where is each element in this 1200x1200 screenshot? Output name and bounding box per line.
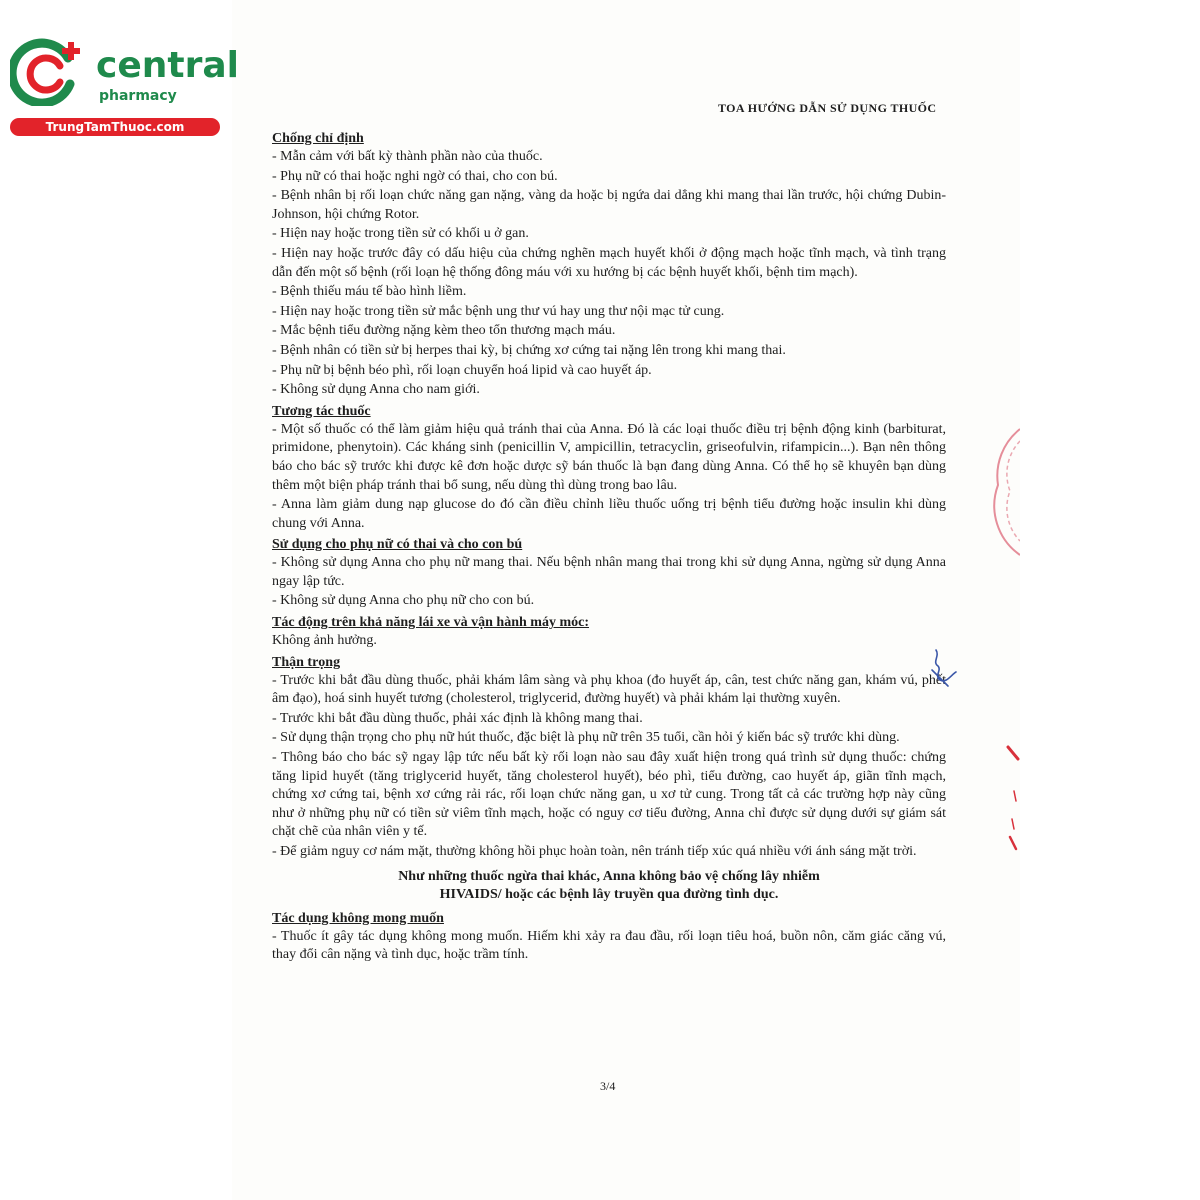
- paragraph: - Phụ nữ có thai hoặc nghi ngờ có thai, cho con bú.: [272, 168, 558, 184]
- paragraph: - Bệnh thiếu máu tế bào hình liềm.: [272, 284, 467, 300]
- section-heading: Sử dụng cho phụ nữ có thai và cho con bú: [272, 537, 523, 553]
- red-edge-marks-icon: [1004, 745, 1024, 855]
- paragraph: - Thông báo cho bác sỹ ngay lập tức nếu bất kỳ rối loạn nào sau đây xuất hiện trong quá trình sử dụng thuốc: chứng tăng lipid huyết (tăng triglycerid huyết, tăng cholesterol huyết), béo phì, tiểu đường, cao huyết áp, giãn tĩnh mạch, chứng xơ cứng tai, bệnh xơ cứng rải rác, rối loạn chức năng gan, u xơ tử cung. Trong tất cả các trường hợp này cũng như ở những phụ nữ có tiền sử viêm tĩnh mạch, hoặc có nguy cơ tiểu đường, Anna chỉ được sử dụng dưới sự giám sát chặt chẽ của nhân viên y tế.: [272, 750, 946, 840]
- handwritten-initials-icon: [922, 646, 962, 692]
- page-number: 3/4: [600, 1079, 616, 1093]
- section-drug-interactions: [272, 402, 946, 534]
- hiv-notice: [272, 868, 946, 905]
- section-contraindications: [272, 129, 946, 400]
- section-side-effects: [272, 909, 946, 965]
- brand-subtitle: pharmacy: [99, 88, 177, 104]
- paragraph: - Để giảm nguy cơ nám mặt, thường không hồi phục hoàn toàn, nên tránh tiếp xúc quá nhiều với ánh sáng mặt trời.: [272, 844, 917, 859]
- section-heading: Chống chỉ định: [272, 131, 364, 146]
- paragraph: - Sử dụng thận trọng cho phụ nữ hút thuốc, đặc biệt là phụ nữ trên 35 tuổi, cần hỏi ý kiến bác sỹ trước khi dùng.: [272, 730, 900, 746]
- section-heading: Thận trọng: [272, 654, 341, 670]
- paragraph: - Thuốc ít gây tác dụng không mong muốn. Hiếm khi xảy ra đau đầu, rối loạn tiêu hoá, buồn nôn, căm giác căng vú, thay đổi cân nặng và tình dục, hoặc trầm tính.: [272, 928, 946, 963]
- section-heading: Tác động trên khả năng lái xe và vận hành máy móc:: [272, 615, 589, 631]
- pharmacy-logo[interactable]: [10, 36, 239, 136]
- paragraph: - Hiện nay hoặc trong tiền sử có khối u ở gan.: [272, 226, 529, 242]
- paragraph: - Không sử dụng Anna cho phụ nữ cho con bú.: [272, 593, 535, 609]
- section-heading: Tương tác thuốc: [272, 403, 371, 419]
- paragraph: - Không sử dụng Anna cho phụ nữ mang thai. Nếu bệnh nhân mang thai trong khi sử dụng Anna, ngừng sử dụng Anna ngay lập tức.: [272, 555, 946, 589]
- red-stamp-partial-icon: [990, 425, 1020, 560]
- paragraph: - Phụ nữ bị bệnh béo phì, rối loạn chuyển hoá lipid và cao huyết áp.: [272, 362, 652, 378]
- brand-url[interactable]: TrungTamThuoc.com: [10, 118, 220, 136]
- pharmacy-cross-logo-icon: [10, 36, 90, 106]
- section-heading: Tác dụng không mong muốn: [272, 910, 444, 926]
- section-precautions: [272, 653, 946, 905]
- paragraph: - Anna làm giảm dung nạp glucose do đó cần điều chỉnh liều thuốc uống trị bệnh tiểu đường hoặc insulin khi dùng chung với Anna.: [272, 497, 946, 531]
- paragraph: - Trước khi bắt đầu dùng thuốc, phải xác định là không mang thai.: [272, 710, 643, 726]
- paragraph: - Trước khi bắt đầu dùng thuốc, phải khám lâm sàng và phụ khoa (đo huyết áp, cân, test chức năng gan, khám vú, phết âm đạo), hoá sinh huyết tương (cholesterol, triglycerid, đường huyết) và phải khám lại thường xuyên.: [272, 672, 946, 707]
- paragraph: - Bệnh nhân có tiền sử bị herpes thai kỳ, bị chứng xơ cứng tai nặng lên trong khi mang thai.: [272, 342, 786, 358]
- document-header: TOA HƯỚNG DẪN SỬ DỤNG THUỐC: [718, 101, 937, 115]
- paragraph: - Một số thuốc có thể làm giảm hiệu quả tránh thai của Anna. Đó là các loại thuốc điều trị bệnh động kinh (barbiturat, primidone, phenytoin). Các kháng sinh (penicillin V, ampicillin, tetracyclin, griseofulvin, rifampicin...). Bạn nên thông báo cho bác sỹ trước khi được kê đơn hoặc dược sỹ bán thuốc là bạn đang dùng Anna. Có thể họ sẽ khuyên bạn dùng thêm một biện pháp tránh thai bổ sung, nếu dùng thì dùng trong bao lâu.: [272, 421, 946, 493]
- paragraph: - Mắc bệnh tiểu đường nặng kèm theo tổn thương mạch máu.: [272, 323, 616, 339]
- section-driving: [272, 613, 946, 651]
- notice-line: Như những thuốc ngừa thai khác, Anna không bảo vệ chống lây nhiễm: [398, 868, 820, 884]
- paragraph: - Bệnh nhân bị rối loạn chức năng gan nặng, vàng da hoặc bị ngứa dai dẳng khi mang thai lần trước, hội chứng Dubin-Johnson, hội chứng Rotor.: [272, 188, 946, 222]
- paragraph: - Không sử dụng Anna cho nam giới.: [272, 382, 480, 398]
- section-pregnancy-lactation: [272, 535, 946, 611]
- document-body: [272, 127, 946, 966]
- notice-line: HIVAIDS/ hoặc các bệnh lây truyền qua đường tình dục.: [439, 887, 779, 903]
- brand-name: central: [96, 45, 239, 86]
- paragraph: - Hiện nay hoặc trước đây có dấu hiệu của chứng nghẽn mạch huyết khối ở động mạch hoặc tĩnh mạch, và tình trạng dẫn đến một số bệnh (rối loạn hệ thống đông máu với xu hướng bị các bệnh huyết khối, bệnh tim mạch).: [272, 245, 946, 280]
- paragraph: Không ảnh hưởng.: [272, 633, 377, 649]
- paragraph: - Mẫn cảm với bất kỳ thành phần nào của thuốc.: [272, 149, 543, 164]
- paragraph: - Hiện nay hoặc trong tiền sử mắc bệnh ung thư vú hay ung thư nội mạc tử cung.: [272, 303, 725, 319]
